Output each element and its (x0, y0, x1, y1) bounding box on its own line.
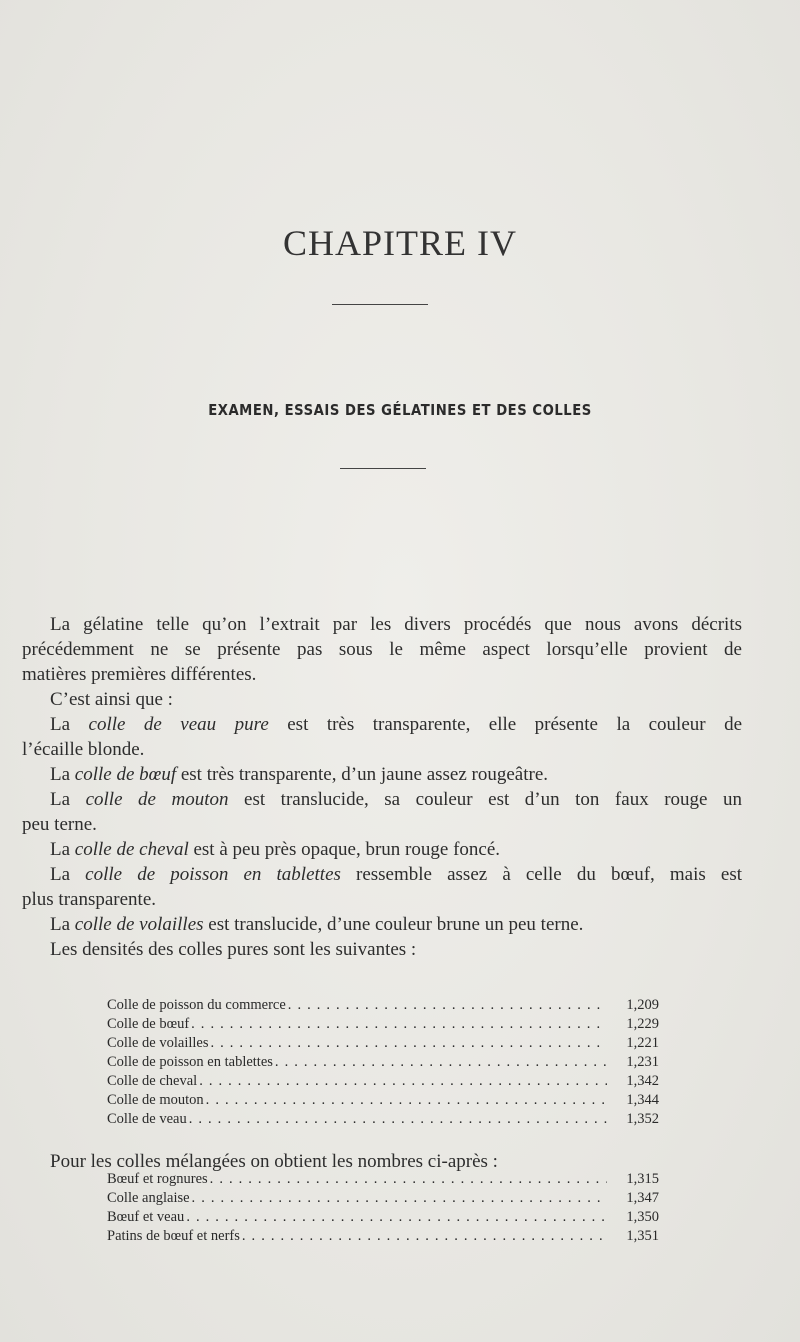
table-row (107, 1189, 659, 1208)
row-value: 1,347 (626, 1190, 659, 1206)
paragraph-line: Les densités des colles pures sont les suivantes : (50, 939, 417, 960)
italic-term: colle de bœuf (74, 764, 177, 785)
leader-dots (210, 1170, 607, 1189)
row-label: Colle de volailles (107, 1035, 209, 1051)
row-value: 1,352 (626, 1111, 659, 1127)
table-row (107, 1208, 659, 1227)
paragraph-line: plus transparente. (22, 889, 157, 910)
paragraph-line (22, 862, 742, 887)
leader-dots (186, 1208, 607, 1227)
text-span: est translucide, d’une couleur brune un peu terne. (203, 914, 584, 935)
leader-dots (191, 1015, 607, 1034)
row-value: 1,351 (626, 1228, 659, 1244)
paragraph-line: La gélatine telle qu’on l’extrait par les divers procédés que nous avons décrits (50, 614, 742, 635)
table-row (107, 1227, 659, 1246)
table-row (107, 1072, 659, 1091)
leader-dots (275, 1053, 607, 1072)
leader-dots (288, 996, 607, 1015)
row-label: Colle de veau (107, 1111, 187, 1127)
text-span: est très transparente, elle présente la couleur de (268, 714, 742, 735)
paragraph-line (22, 912, 742, 937)
row-value: 1,350 (626, 1209, 659, 1225)
density-table-mixed (107, 1170, 659, 1246)
row-label: Bœuf et rognures (107, 1171, 208, 1187)
row-value: 1,221 (626, 1035, 659, 1051)
row-value: 1,229 (626, 1016, 659, 1032)
leader-dots (189, 1110, 607, 1129)
row-label: Patins de bœuf et nerfs (107, 1228, 240, 1244)
table-row (107, 1015, 659, 1034)
row-value: 1,344 (626, 1092, 659, 1108)
title-divider-bottom (340, 468, 426, 469)
row-value: 1,209 (626, 997, 659, 1013)
body-text (22, 612, 742, 962)
section-title: EXAMEN, ESSAIS DES GÉLATINES ET DES COLLES (208, 401, 592, 419)
paragraph-line (22, 712, 742, 737)
text-span: La (50, 914, 75, 935)
text-span: La (50, 864, 86, 885)
text-span: ressemble assez à celle du bœuf, mais est (340, 864, 743, 885)
leader-dots (199, 1072, 607, 1091)
row-label: Colle de poisson en tablettes (107, 1054, 273, 1070)
table-row (107, 996, 659, 1015)
paragraph-line (22, 837, 742, 862)
text-span: est translucide, sa couleur est d’un ton faux rouge un (228, 789, 743, 810)
row-value: 1,231 (626, 1054, 659, 1070)
italic-term: colle de cheval (74, 839, 189, 860)
paragraph-line: peu terne. (22, 814, 97, 835)
paragraph-line (22, 762, 742, 787)
text-span: La (50, 789, 86, 810)
text-span: La (50, 764, 75, 785)
chapter-title: CHAPITRE IV (283, 223, 517, 263)
row-value: 1,315 (626, 1171, 659, 1187)
text-span: La (50, 839, 75, 860)
paragraph-line: précédemment ne se présente pas sous le même aspect lorsqu’elle provient de (22, 639, 742, 660)
table-row (107, 1110, 659, 1129)
row-label: Bœuf et veau (107, 1209, 185, 1225)
italic-term: colle de volailles (74, 914, 204, 935)
row-label: Colle de bœuf (107, 1016, 190, 1032)
text-span: est très transparente, d’un jaune assez rougeâtre. (176, 764, 549, 785)
row-label: Colle anglaise (107, 1190, 190, 1206)
row-value: 1,342 (626, 1073, 659, 1089)
italic-term: colle de mouton (85, 789, 229, 810)
paragraph-line: l’écaille blonde. (22, 739, 145, 760)
paragraph-line: C’est ainsi que : (50, 689, 173, 710)
title-divider-top (332, 304, 428, 305)
text-span: La (50, 714, 89, 735)
row-label: Colle de cheval (107, 1073, 198, 1089)
italic-term: colle de veau pure (88, 714, 269, 735)
leader-dots (206, 1091, 607, 1110)
mixed-densities-intro: Pour les colles mélangées on obtient les nombres ci-après : (50, 1151, 498, 1172)
leader-dots (192, 1189, 607, 1208)
table-row (107, 1091, 659, 1110)
table-row (107, 1034, 659, 1053)
table-row (107, 1053, 659, 1072)
paragraph-line (22, 787, 742, 812)
row-label: Colle de mouton (107, 1092, 204, 1108)
leader-dots (242, 1227, 607, 1246)
text-span: est à peu près opaque, brun rouge foncé. (188, 839, 501, 860)
italic-term: colle de poisson en tablettes (85, 864, 341, 885)
table-row (107, 1170, 659, 1189)
density-table-pure (107, 996, 659, 1129)
leader-dots (210, 1034, 607, 1053)
row-label: Colle de poisson du commerce (107, 997, 286, 1013)
paragraph-line: matières premières différentes. (22, 664, 257, 685)
